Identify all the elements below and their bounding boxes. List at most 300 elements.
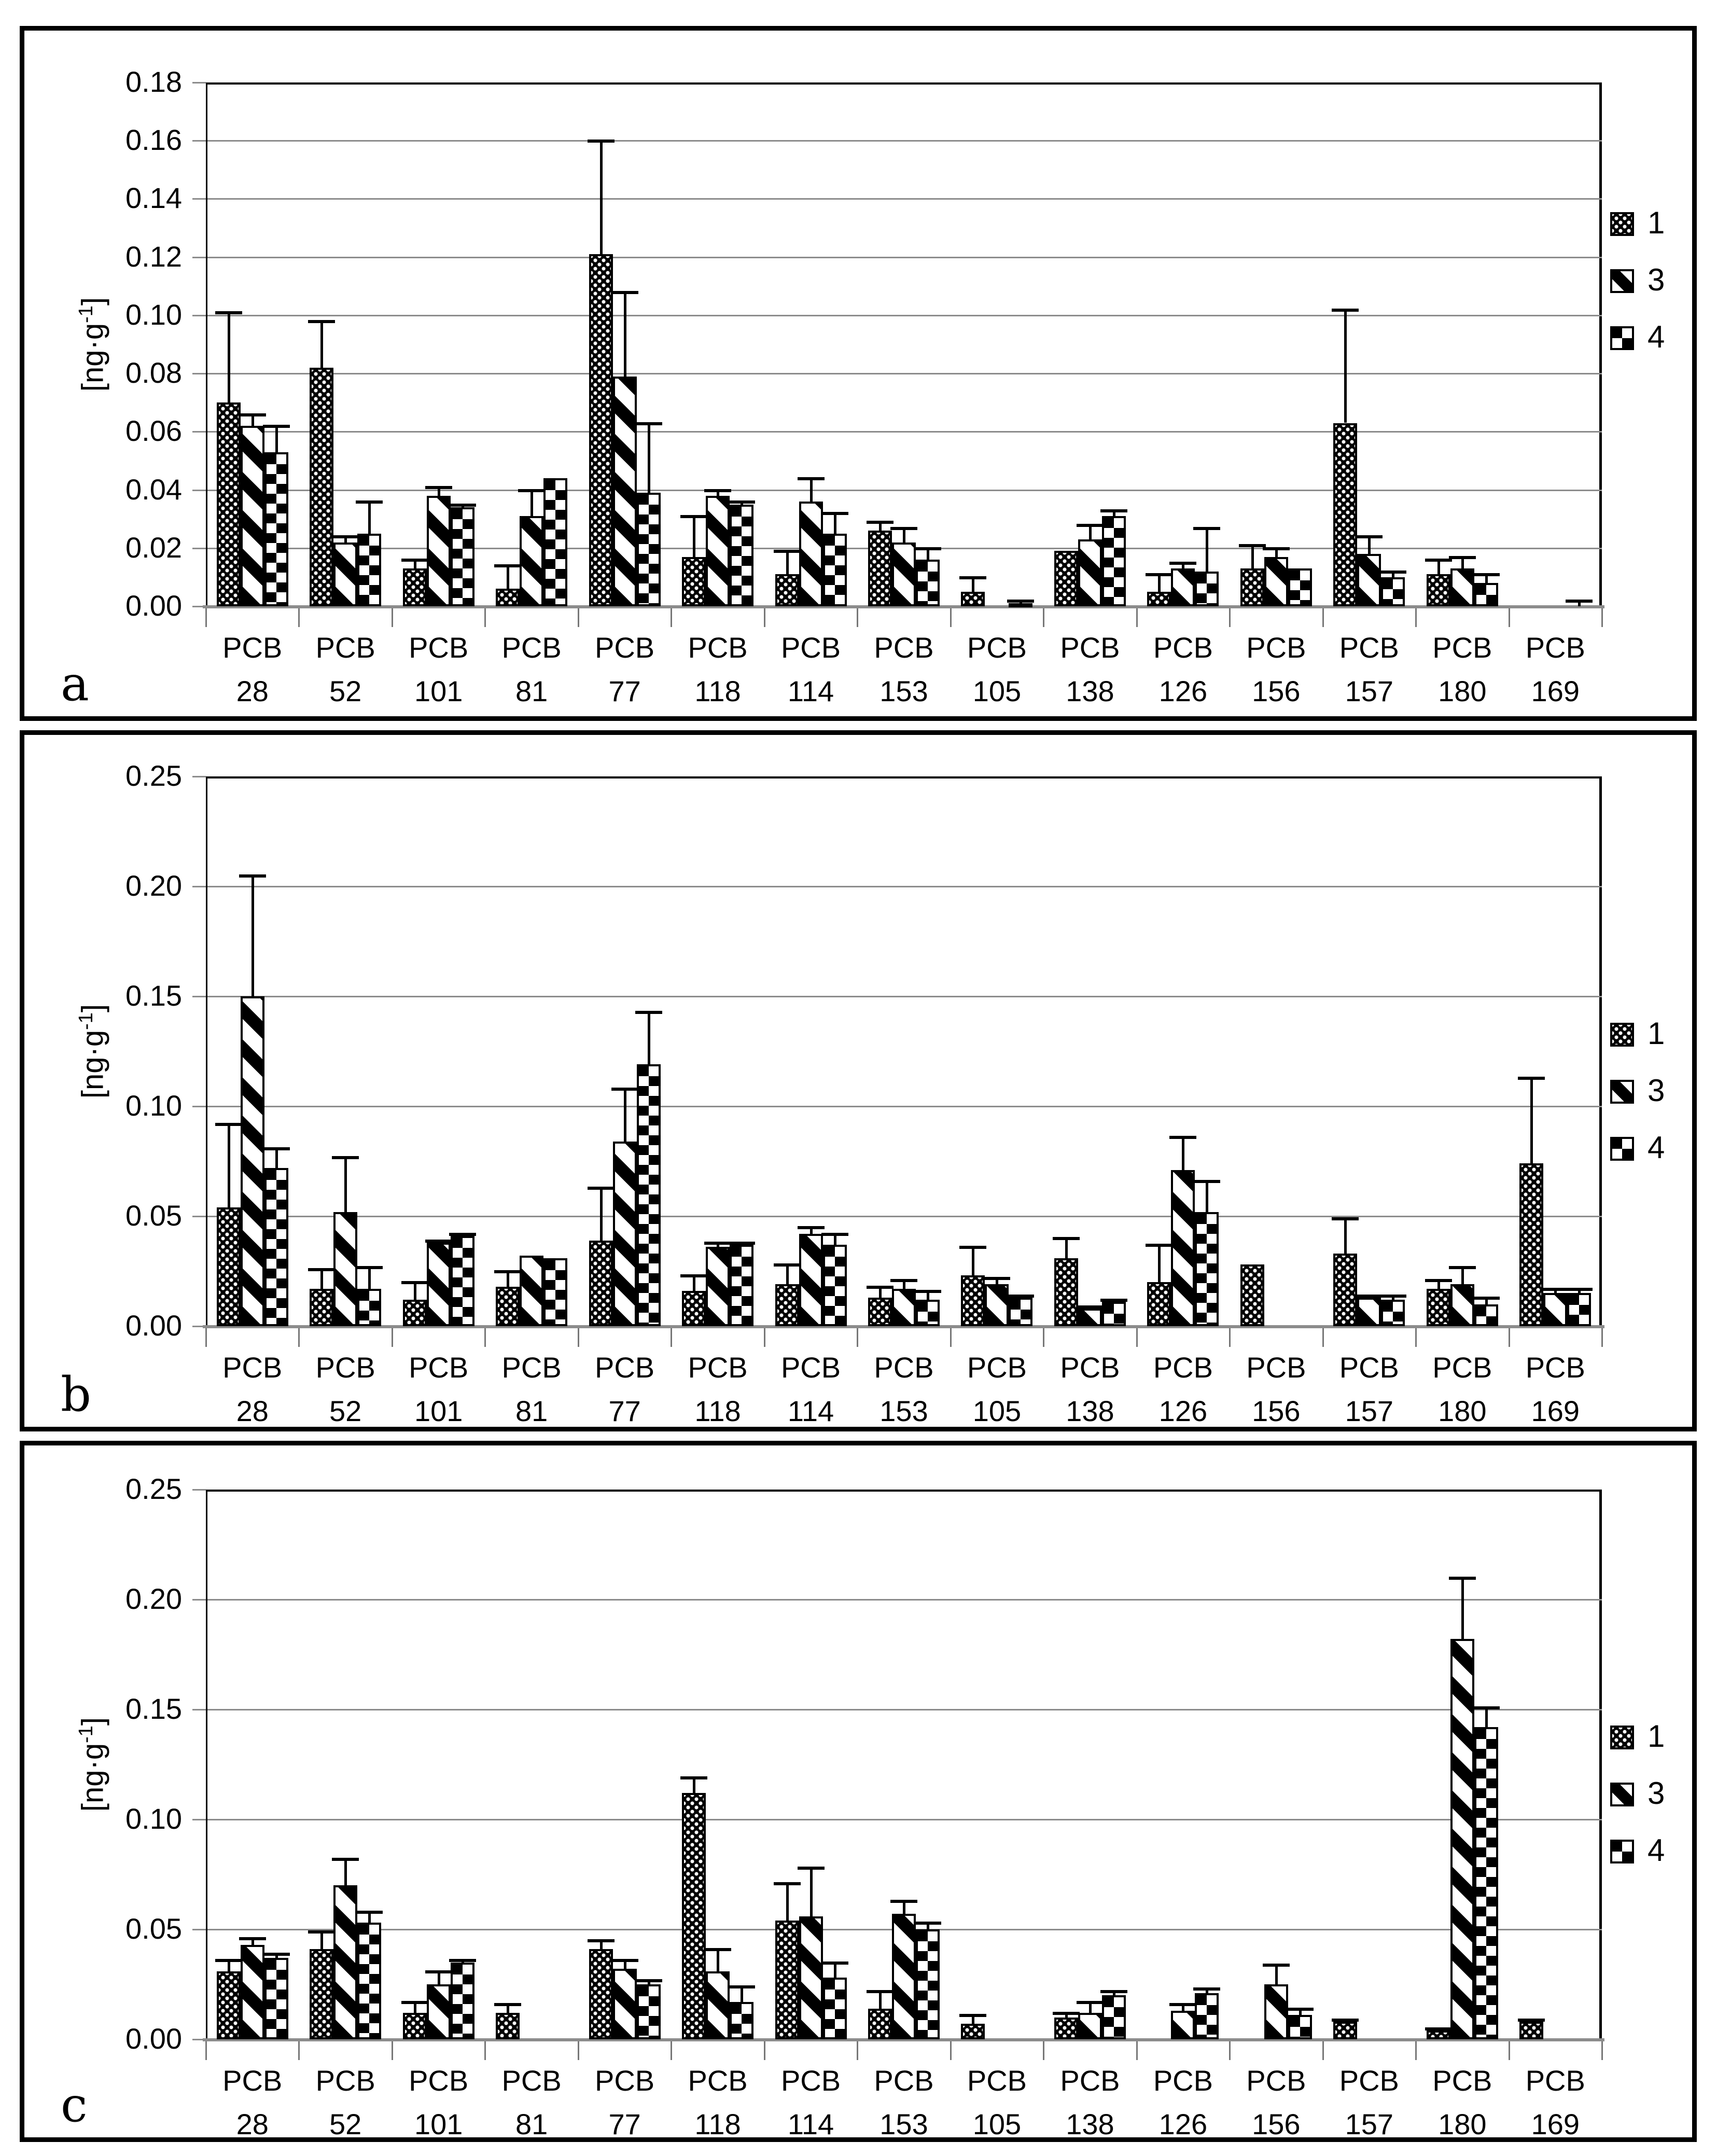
error-bar-stem [1485, 1707, 1488, 1727]
error-bar-cap [1077, 524, 1104, 527]
error-bar-cap [449, 504, 476, 507]
x-tick-mark [1415, 1328, 1417, 1347]
x-category-label-number: 126 [1158, 675, 1208, 707]
bar-series-1 [1147, 1282, 1171, 1326]
bar-series-4 [823, 1245, 847, 1326]
bar-series-4 [1195, 1212, 1219, 1326]
y-tick-label: 0.15 [125, 979, 182, 1012]
y-tick-label: 0.12 [125, 240, 182, 273]
error-bar-stem [693, 516, 695, 557]
x-category-label-number: 153 [880, 2108, 928, 2140]
error-bar-stem [624, 1089, 626, 1142]
bar-series-4 [1474, 1727, 1498, 2039]
error-bar-cap [239, 874, 266, 878]
y-tick-mark [192, 198, 206, 200]
bar-series-1 [961, 2024, 985, 2039]
x-category-label-number: 138 [1066, 675, 1114, 707]
x-category-label-prefix: PCB [595, 631, 655, 664]
x-category-label-prefix: PCB [780, 631, 841, 664]
x-category-label-prefix: PCB [1153, 1351, 1213, 1384]
error-bar-cap [1566, 600, 1593, 603]
y-tick-mark [192, 1929, 206, 1930]
error-bar-cap [680, 1274, 707, 1277]
y-tick-label: 0.00 [125, 2022, 182, 2055]
error-bar-stem [1344, 310, 1347, 423]
bar-series-4 [1381, 577, 1405, 606]
error-bar-stem [507, 1271, 509, 1287]
error-bar-stem [834, 1963, 836, 1978]
error-bar-cap [588, 1187, 615, 1190]
x-category-label-number: 28 [236, 1395, 269, 1427]
x-category-label-number: 169 [1531, 1395, 1580, 1427]
legend-swatch-1 [1610, 212, 1634, 236]
y-tick-mark [192, 776, 206, 777]
error-bar-cap [704, 489, 731, 492]
gridline [207, 315, 1602, 316]
error-bar-cap [1425, 559, 1452, 562]
x-category-label-number: 180 [1438, 675, 1487, 707]
bar-series-4 [916, 1300, 940, 1326]
x-category-label-prefix: PCB [967, 2064, 1027, 2097]
bar-series-1 [589, 254, 613, 606]
error-bar-cap [308, 320, 335, 323]
y-tick-mark [192, 1489, 206, 1491]
error-bar-stem [252, 875, 254, 996]
y-tick-label: 0.20 [125, 869, 182, 902]
bar-series-3 [1357, 554, 1381, 606]
error-bar-cap [239, 413, 266, 416]
x-tick-mark [671, 1328, 672, 1347]
error-bar-cap [215, 1959, 242, 1962]
x-category-label-prefix: PCB [1339, 1351, 1399, 1384]
legend-swatch-3 [1610, 269, 1634, 293]
error-bar-stem [600, 141, 603, 254]
error-bar-cap [263, 425, 290, 428]
error-bar-cap [635, 1979, 662, 1982]
x-category-label-number: 156 [1252, 1395, 1301, 1427]
error-bar-cap [1193, 527, 1220, 530]
bar-series-1 [403, 568, 427, 606]
bar-series-1 [868, 531, 892, 606]
error-bar-stem [1275, 1965, 1278, 1984]
error-bar-cap [1146, 573, 1172, 576]
y-tick-label: 0.06 [125, 414, 182, 448]
legend-label-4: 4 [1648, 319, 1665, 354]
x-category-label-number: 52 [329, 2108, 362, 2140]
x-tick-mark [1043, 2041, 1044, 2060]
x-category-label-number: 101 [414, 675, 463, 707]
error-bar-cap [332, 1858, 359, 1861]
y-tick-label: 0.15 [125, 1692, 182, 1725]
error-bar-cap [518, 489, 545, 492]
error-bar-stem [693, 1275, 695, 1291]
error-bar-cap [1425, 1279, 1452, 1282]
error-bar-cap [728, 1985, 755, 1988]
error-bar-stem [972, 577, 974, 592]
error-bar-cap [867, 1990, 894, 1993]
x-category-label-number: 114 [787, 1395, 834, 1427]
error-bar-stem [1461, 1578, 1464, 1639]
bar-series-4 [637, 1064, 661, 1326]
bar-series-3 [333, 1212, 357, 1326]
x-tick-mark [578, 608, 579, 627]
bar-series-3 [1450, 568, 1474, 606]
bar-series-1 [682, 1793, 706, 2039]
gridline [207, 1216, 1602, 1217]
error-bar-cap [680, 515, 707, 518]
bar-series-4 [1288, 568, 1312, 606]
error-bar-cap [1379, 1295, 1406, 1298]
bar-series-1 [1519, 1163, 1543, 1326]
gridline [207, 198, 1602, 200]
x-tick-mark [1509, 2041, 1510, 2060]
error-bar-stem [228, 312, 230, 402]
bar-series-4 [264, 452, 288, 606]
x-tick-mark [1509, 608, 1510, 627]
x-tick-mark [1136, 608, 1138, 627]
x-tick-mark [298, 608, 300, 627]
gridline [207, 1599, 1602, 1601]
y-tick-label: 0.16 [125, 123, 182, 157]
bar-series-3 [1450, 1639, 1474, 2039]
error-bar-cap [821, 512, 848, 515]
x-tick-mark [205, 608, 207, 627]
y-tick-mark [192, 490, 206, 491]
x-category-label-number: 138 [1066, 1395, 1114, 1427]
x-category-label-number: 101 [414, 2108, 463, 2140]
x-category-label-prefix: PCB [967, 1351, 1027, 1384]
bar-series-4 [916, 560, 940, 606]
error-bar-stem [786, 551, 789, 574]
bar-series-1 [496, 589, 520, 606]
bar-series-1 [1333, 2022, 1357, 2039]
bar-series-3 [1171, 2011, 1195, 2039]
x-tick-mark [1601, 608, 1603, 627]
x-tick-mark [1322, 1328, 1324, 1347]
bar-series-1 [775, 574, 799, 606]
y-tick-label: 0.10 [125, 298, 182, 331]
bar-series-3 [892, 1289, 916, 1326]
bar-series-3 [799, 1916, 823, 2039]
x-tick-mark [484, 608, 486, 627]
x-tick-mark [1322, 608, 1324, 627]
bar-series-4 [730, 505, 753, 606]
x-category-label-number: 118 [694, 1395, 741, 1427]
error-bar-stem [1182, 1137, 1184, 1170]
error-bar-stem [1437, 560, 1440, 574]
error-bar-stem [1206, 1181, 1208, 1212]
x-category-label-number: 157 [1345, 675, 1394, 707]
x-category-label-number: 52 [329, 1395, 362, 1427]
bar-series-3 [520, 1256, 543, 1326]
x-category-label-prefix: PCB [1246, 2064, 1306, 2097]
x-tick-mark [1415, 2041, 1417, 2060]
y-tick-label: 0.25 [125, 759, 182, 792]
x-tick-mark [764, 2041, 765, 2060]
x-category-label-prefix: PCB [874, 631, 934, 664]
x-tick-mark [205, 2041, 207, 2060]
bar-series-1 [682, 557, 706, 606]
bar-series-1 [217, 1971, 241, 2039]
bar-series-1 [961, 592, 985, 606]
error-bar-cap [1077, 2001, 1104, 2004]
bar-series-4 [1102, 516, 1126, 606]
bar-series-3 [1078, 2013, 1102, 2039]
bar-series-4 [916, 1929, 940, 2039]
bar-series-4 [1474, 1304, 1498, 1326]
x-tick-mark [671, 608, 672, 627]
x-tick-mark [671, 2041, 672, 2060]
error-bar-cap [1332, 2019, 1359, 2022]
x-tick-mark [1043, 608, 1044, 627]
error-bar-cap [1518, 2019, 1545, 2022]
x-category-label-prefix: PCB [688, 1351, 748, 1384]
x-category-label-prefix: PCB [222, 2064, 283, 2097]
gridline [207, 257, 1602, 258]
error-bar-cap [611, 1088, 638, 1091]
error-bar-cap [239, 1937, 266, 1940]
error-bar-cap [774, 1263, 801, 1267]
error-bar-cap [1146, 1244, 1172, 1247]
error-bar-cap [798, 1867, 825, 1870]
x-category-label-number: 169 [1531, 2108, 1580, 2140]
error-bar-stem [1344, 1218, 1347, 1254]
bar-series-4 [1009, 1298, 1032, 1326]
gridline [207, 886, 1602, 887]
error-bar-cap [890, 527, 917, 530]
bar-series-3 [1264, 1984, 1288, 2039]
error-bar-stem [648, 1012, 650, 1065]
y-tick-label: 0.14 [125, 182, 182, 215]
bar-series-4 [823, 1978, 847, 2039]
bar-series-1 [217, 1207, 241, 1326]
x-category-label-prefix: PCB [315, 631, 375, 664]
bar-series-1 [589, 1949, 613, 2039]
error-bar-cap [494, 1270, 521, 1273]
x-category-label-number: 81 [515, 1395, 548, 1427]
bar-series-3 [241, 1945, 264, 2039]
bar-series-3 [241, 996, 264, 1326]
error-bar-cap [215, 1123, 242, 1126]
error-bar-cap [774, 550, 801, 553]
bar-series-1 [1240, 568, 1264, 606]
bar-series-4 [730, 1245, 753, 1326]
x-category-label-prefix: PCB [1339, 631, 1399, 664]
x-category-label-prefix: PCB [595, 1351, 655, 1384]
error-bar-cap [867, 521, 894, 524]
error-bar-cap [1332, 1217, 1359, 1220]
y-tick-mark [192, 1709, 206, 1710]
bar-series-1 [1427, 1289, 1450, 1326]
bar-series-4 [637, 1984, 661, 2039]
x-category-label-prefix: PCB [1432, 1351, 1492, 1384]
bar-series-4 [1195, 1993, 1219, 2039]
error-bar-cap [1053, 1237, 1080, 1240]
x-tick-mark [764, 1328, 765, 1347]
error-bar-cap [704, 1242, 731, 1245]
x-tick-mark [298, 1328, 300, 1347]
bar-series-4 [543, 1258, 567, 1326]
x-tick-mark [392, 608, 393, 627]
gridline [207, 1819, 1602, 1820]
error-bar-stem [624, 292, 626, 377]
y-tick-mark [192, 1599, 206, 1601]
error-bar-cap [1169, 562, 1196, 565]
x-tick-mark [1136, 1328, 1138, 1347]
y-tick-mark [192, 373, 206, 374]
bar-series-4 [264, 1958, 288, 2039]
legend-label-3: 3 [1648, 262, 1665, 297]
x-category-label-prefix: PCB [409, 631, 469, 664]
x-tick-mark [857, 608, 858, 627]
error-bar-stem [1065, 1238, 1068, 1258]
error-bar-cap [611, 1959, 638, 1962]
x-category-label-number: 157 [1345, 2108, 1394, 2140]
x-category-label-prefix: PCB [315, 1351, 375, 1384]
x-tick-mark [1043, 1328, 1044, 1347]
x-category-label-number: 105 [972, 1395, 1022, 1427]
error-bar-cap [704, 1948, 731, 1951]
y-axis-title: $[ng\cdot g^{-1}]$ [75, 1004, 110, 1099]
error-bar-stem [531, 490, 533, 517]
bar-series-1 [496, 2013, 520, 2039]
x-tick-mark [1136, 2041, 1138, 2060]
error-bar-cap [635, 422, 662, 425]
x-category-label-prefix: PCB [595, 2064, 655, 2097]
y-tick-mark [192, 1106, 206, 1107]
error-bar-cap [1053, 2012, 1080, 2015]
x-category-label-number: 138 [1066, 2108, 1114, 2140]
bar-series-4 [1009, 603, 1032, 607]
x-tick-mark [484, 1328, 486, 1347]
legend-label-1: 1 [1648, 205, 1665, 240]
error-bar-cap [215, 311, 242, 314]
error-bar-cap [1356, 1295, 1383, 1298]
x-tick-mark [1229, 1328, 1231, 1347]
x-category-label-prefix: PCB [1246, 631, 1306, 664]
x-category-label-prefix: PCB [501, 631, 562, 664]
error-bar-cap [401, 2001, 428, 2004]
error-bar-stem [275, 1148, 278, 1168]
error-bar-cap [914, 547, 941, 550]
bar-series-1 [217, 402, 241, 606]
legend-label-3: 3 [1648, 1073, 1665, 1108]
x-category-label-prefix: PCB [222, 631, 283, 664]
error-bar-stem [786, 1883, 789, 1921]
legend-swatch-1 [1610, 1726, 1634, 1749]
x-category-label-number: 114 [787, 675, 834, 707]
error-bar-cap [959, 2014, 986, 2017]
y-tick-mark [192, 140, 206, 142]
x-category-label-prefix: PCB [1060, 2064, 1120, 2097]
error-bar-stem [228, 1124, 230, 1207]
bar-series-3 [799, 502, 823, 606]
bar-series-3 [706, 1247, 730, 1326]
legend-label-4: 4 [1648, 1833, 1665, 1868]
x-category-label-prefix: PCB [1153, 2064, 1213, 2097]
error-bar-cap [1518, 1077, 1545, 1080]
error-bar-cap [332, 1156, 359, 1159]
error-bar-cap [798, 1226, 825, 1229]
x-category-label-prefix: PCB [1153, 631, 1213, 664]
x-category-label-number: 180 [1438, 1395, 1487, 1427]
error-bar-cap [1566, 1288, 1593, 1291]
y-tick-label: 0.25 [125, 1472, 182, 1505]
x-category-label-number: 180 [1438, 2108, 1487, 2140]
error-bar-cap [1007, 1295, 1034, 1298]
bar-series-1 [403, 2013, 427, 2039]
error-bar-cap [1473, 573, 1500, 576]
x-tick-mark [1322, 2041, 1324, 2060]
error-bar-cap [983, 1277, 1010, 1280]
error-bar-cap [263, 1147, 290, 1150]
x-tick-mark [1229, 2041, 1231, 2060]
x-category-label-number: 126 [1158, 1395, 1208, 1427]
bar-series-1 [775, 1284, 799, 1326]
x-tick-mark [1601, 2041, 1603, 2060]
x-tick-mark [205, 1328, 207, 1347]
x-category-label-prefix: PCB [409, 2064, 469, 2097]
panel-letter-a: a [61, 656, 89, 712]
bar-series-1 [1333, 423, 1357, 607]
error-bar-cap [1449, 556, 1476, 559]
legend-swatch-4 [1610, 1840, 1634, 1863]
panel-letter-b: b [61, 1367, 91, 1422]
bar-series-1 [868, 1298, 892, 1326]
x-category-label-prefix: PCB [1060, 631, 1120, 664]
bar-series-3 [892, 543, 916, 606]
error-bar-cap [728, 500, 755, 504]
error-bar-cap [821, 1233, 848, 1236]
bar-series-3 [241, 426, 264, 606]
error-bar-cap [774, 1882, 801, 1885]
x-tick-mark [578, 2041, 579, 2060]
bar-series-3 [1078, 1309, 1102, 1326]
y-tick-label: 0.02 [125, 531, 182, 564]
error-bar-cap [1473, 1297, 1500, 1300]
x-category-label-number: 101 [414, 1395, 463, 1427]
error-bar-stem [1158, 574, 1161, 592]
x-category-label-number: 157 [1345, 1395, 1394, 1427]
y-tick-mark [192, 82, 206, 84]
x-category-label-number: 105 [972, 675, 1022, 707]
error-bar-cap [356, 500, 383, 504]
legend-swatch-4 [1610, 326, 1634, 350]
error-bar-cap [332, 535, 359, 538]
gridline [207, 1106, 1602, 1107]
bar-series-4 [730, 2002, 753, 2039]
x-tick-mark [950, 1328, 952, 1347]
gridline [207, 431, 1602, 433]
legend-label-1: 1 [1648, 1719, 1665, 1754]
bar-series-1 [1519, 2022, 1543, 2039]
error-bar-stem [1206, 528, 1208, 572]
x-category-label-prefix: PCB [1525, 1351, 1585, 1384]
error-bar-stem [786, 1264, 789, 1284]
error-bar-cap [1169, 2003, 1196, 2006]
x-tick-mark [298, 2041, 300, 2060]
error-bar-cap [798, 477, 825, 480]
error-bar-cap [308, 1930, 335, 1934]
panel-b [20, 730, 1697, 1431]
bar-series-4 [357, 1289, 381, 1326]
x-category-label-prefix: PCB [1432, 631, 1492, 664]
x-category-label-prefix: PCB [1525, 631, 1585, 664]
bar-series-4 [1567, 1293, 1591, 1326]
x-category-label-prefix: PCB [501, 2064, 562, 2097]
bar-series-4 [1102, 1302, 1126, 1326]
bar-series-3 [706, 1971, 730, 2039]
